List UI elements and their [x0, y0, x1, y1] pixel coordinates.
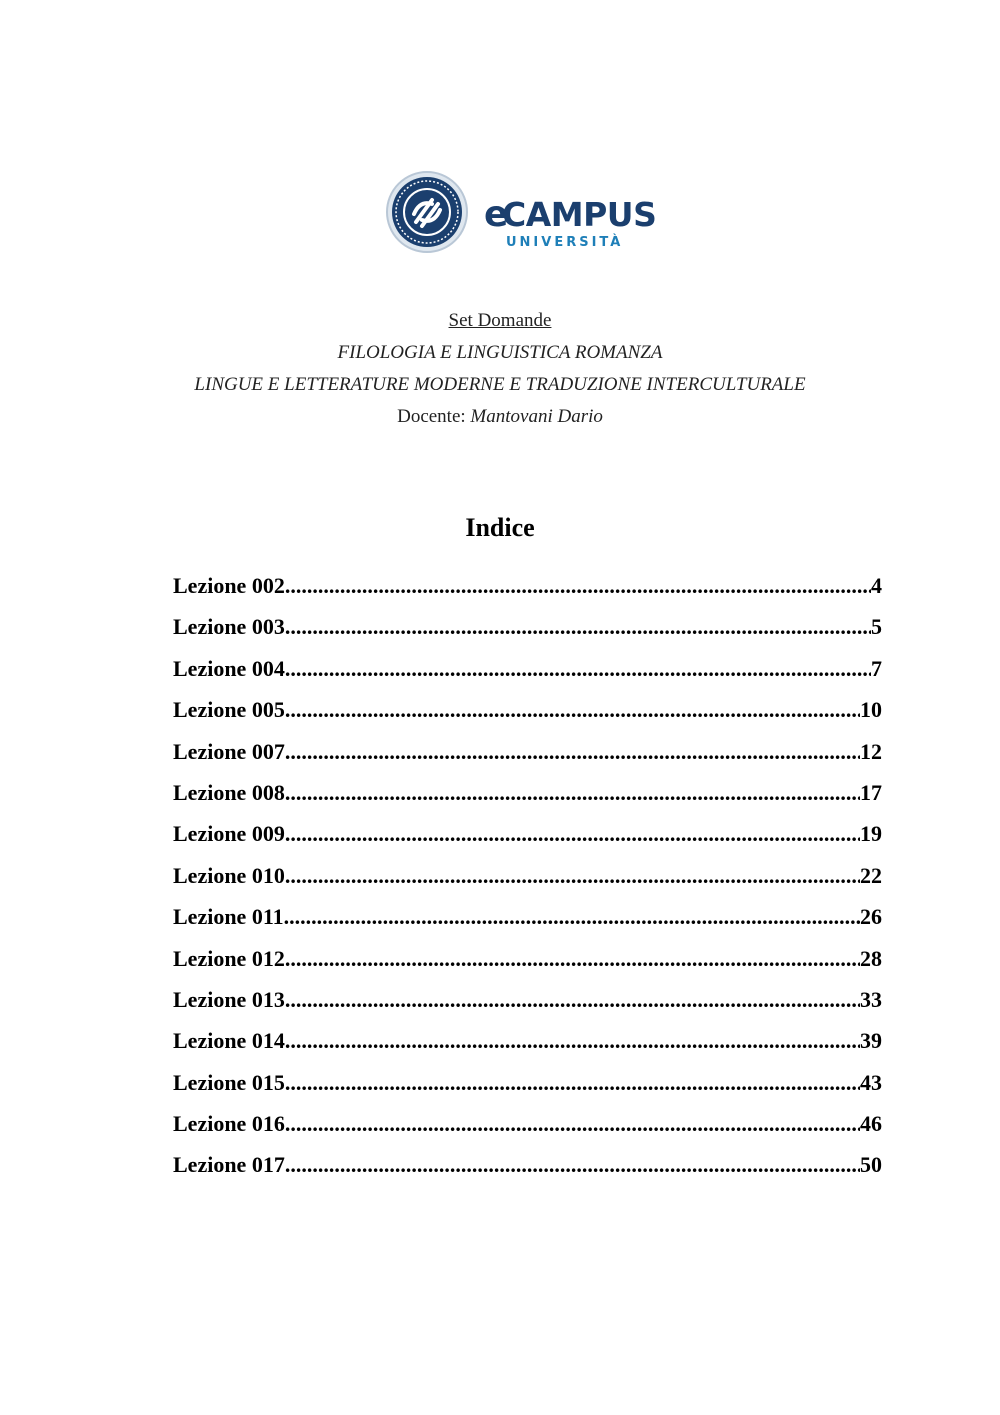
svg-text:e: e	[484, 194, 509, 235]
toc-dot-leader	[285, 940, 860, 978]
toc-entry[interactable]	[173, 940, 882, 981]
toc-entry-page-number: 10	[860, 697, 882, 723]
toc-entry-page-number: 19	[860, 821, 882, 847]
toc-dot-leader	[285, 1105, 860, 1143]
docente-label: Docente:	[397, 406, 466, 427]
toc-entry-page-number: 26	[860, 904, 882, 930]
toc-entry-page-number: 22	[860, 862, 882, 888]
toc-entry-page-number: 50	[860, 1152, 882, 1178]
toc-entry-page-number: 17	[860, 779, 882, 805]
toc-entry-page-number: 43	[860, 1069, 882, 1095]
ecampus-logo-graphic	[386, 170, 676, 254]
toc-entry-page-number: 5	[871, 614, 882, 640]
toc-entry[interactable]	[173, 1022, 882, 1063]
toc-dot-leader	[285, 857, 860, 895]
toc-entry[interactable]	[173, 815, 882, 856]
toc-entry-label: Lezione 005	[173, 697, 285, 723]
toc-dot-leader	[285, 650, 871, 688]
toc-dot-leader	[285, 815, 860, 853]
docente-name: Mantovani Dario	[470, 406, 603, 427]
toc-dot-leader	[284, 898, 860, 936]
toc-entry[interactable]	[173, 608, 882, 649]
toc-dot-leader	[285, 691, 860, 729]
toc-entry[interactable]	[173, 898, 882, 939]
toc-dot-leader	[285, 774, 860, 812]
toc-entry-label: Lezione 017	[173, 1152, 285, 1178]
toc-entry-label: Lezione 011	[173, 904, 284, 930]
toc-entry-label: Lezione 009	[173, 821, 285, 847]
toc-entry[interactable]	[173, 650, 882, 691]
toc-dot-leader	[285, 1022, 860, 1060]
toc-entry-page-number: 28	[860, 945, 882, 971]
toc-entry-label: Lezione 008	[173, 779, 285, 805]
document-header	[0, 305, 1000, 433]
toc-entry[interactable]	[173, 857, 882, 898]
degree-name: LINGUE E LETTERATURE MODERNE E TRADUZIONE INTERCULTURALE	[194, 374, 806, 395]
toc-entry-label: Lezione 012	[173, 945, 285, 971]
toc-dot-leader	[285, 608, 871, 646]
toc-entry-label: Lezione 014	[173, 1028, 285, 1054]
toc-entry[interactable]	[173, 774, 882, 815]
toc-dot-leader	[285, 567, 871, 605]
ecampus-logo	[386, 170, 676, 254]
toc-dot-leader	[285, 733, 860, 771]
toc-entry-page-number: 33	[860, 986, 882, 1012]
course-name: FILOLOGIA E LINGUISTICA ROMANZA	[337, 342, 663, 363]
toc-entry[interactable]	[173, 1146, 882, 1187]
toc-entry-page-number: 12	[860, 738, 882, 764]
toc-entry-label: Lezione 016	[173, 1111, 285, 1137]
toc-entry[interactable]	[173, 1105, 882, 1146]
svg-text:CAMPUS: CAMPUS	[502, 195, 657, 234]
svg-text:UNIVERSITÀ: UNIVERSITÀ	[506, 235, 624, 250]
toc-dot-leader	[285, 1064, 860, 1102]
table-of-contents	[173, 567, 882, 1188]
toc-dot-leader	[285, 981, 860, 1019]
toc-title: Indice	[465, 513, 535, 542]
toc-entry-page-number: 39	[860, 1028, 882, 1054]
toc-entry[interactable]	[173, 733, 882, 774]
toc-entry-label: Lezione 010	[173, 862, 285, 888]
toc-entry-page-number: 4	[871, 573, 882, 598]
toc-entry[interactable]	[173, 691, 882, 732]
toc-entry-page-number: 7	[871, 655, 882, 681]
toc-entry-label: Lezione 013	[173, 986, 285, 1012]
toc-entry[interactable]	[173, 1064, 882, 1105]
toc-entry-label: Lezione 002	[173, 573, 285, 598]
toc-entry[interactable]	[173, 981, 882, 1022]
toc-dot-leader	[285, 1146, 860, 1184]
toc-entry-label: Lezione 015	[173, 1069, 285, 1095]
docente-line	[0, 401, 1000, 433]
toc-entry-page-number: 46	[860, 1111, 882, 1137]
set-domande-title: Set Domande	[448, 310, 552, 331]
toc-entry-label: Lezione 007	[173, 738, 285, 764]
toc-entry-label: Lezione 003	[173, 614, 285, 640]
toc-entry[interactable]	[173, 567, 882, 608]
toc-entry-label: Lezione 004	[173, 655, 285, 681]
